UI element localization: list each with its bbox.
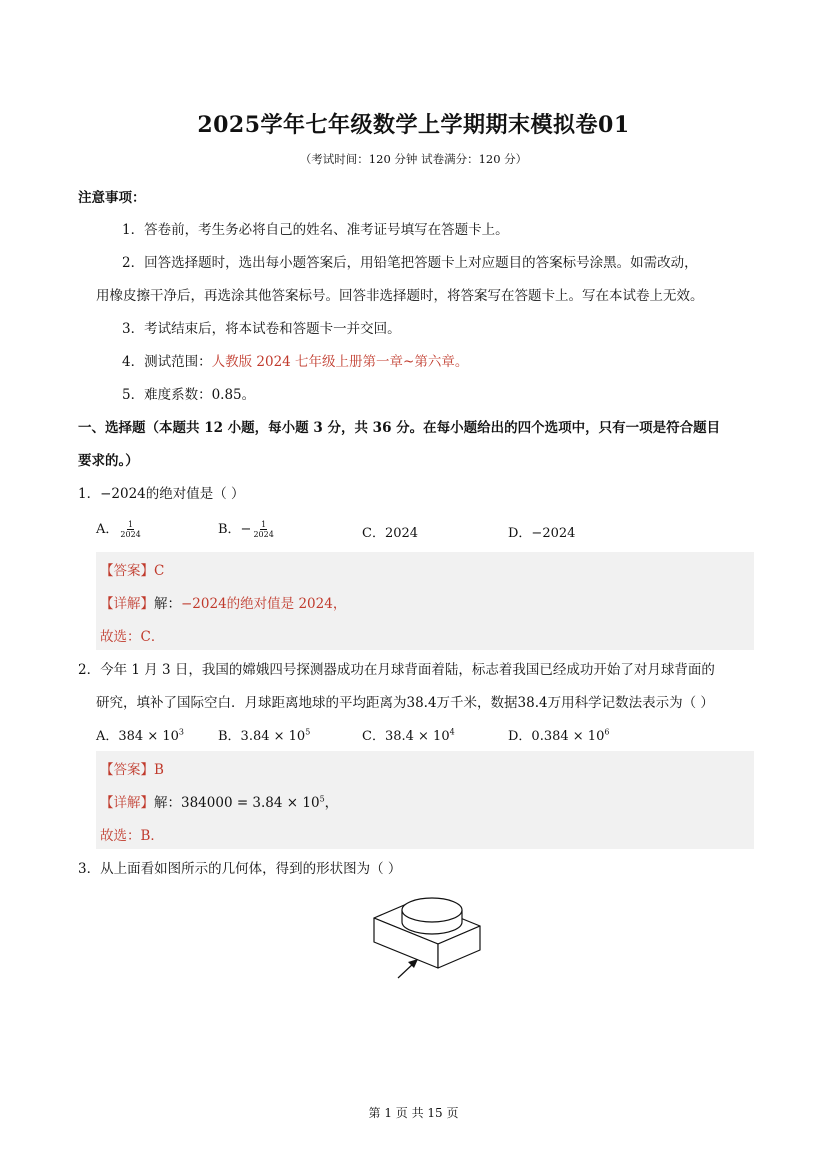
q2-detail-label: 【详解】 [100, 795, 154, 811]
question-1-stem: 1．−2024的绝对值是（ ） [78, 486, 245, 502]
q2-answer-value: B [154, 762, 164, 778]
q1-option-b-fraction [253, 520, 273, 539]
q2-conclusion: 故选：B． [100, 828, 164, 844]
notice-heading: 注意事项： [78, 190, 146, 206]
exam-info: （考试时间：120 分钟 试卷满分：120 分） [299, 152, 528, 166]
notice-item-3: 3．考试结束后，将本试卷和答题卡一并交回。 [122, 321, 401, 337]
q1-answer [100, 559, 164, 579]
q2-detail-exponent: 5 [319, 794, 325, 804]
q2-option-a-exponent: 3 [178, 727, 184, 737]
notice-item-5: 5．难度系数：0.85。 [122, 387, 256, 403]
q1-answer-label: 【答案】 [100, 563, 154, 579]
q2-option-d-base: D．0.384 × 10 [508, 729, 605, 744]
test-range: 人教版 2024 七年级上册第一章~第六章。 [211, 354, 469, 370]
q1-option-a-numerator: 1 [128, 520, 134, 529]
q2-option-c-base: C．38.4 × 10 [362, 729, 450, 744]
q1-option-d: D．−2024 [508, 526, 576, 541]
question-3-stem: 3．从上面看如图所示的几何体，得到的形状图为（ ） [78, 861, 402, 877]
q2-detail-text: 解：384000 = 3.84 × 10 [154, 795, 320, 811]
q2-detail [100, 791, 338, 811]
page-title: 2025学年七年级数学上学期期末模拟卷01 [197, 112, 630, 138]
q2-answer-label: 【答案】 [100, 762, 154, 778]
q1-option-c: C．2024 [362, 526, 419, 541]
q2-detail-end: ， [324, 795, 339, 811]
question-2-stem-a: 2．今年 1 月 3 日，我国的嫦娥四号探测器成功在月球背面着陆，标志着我国已经成功开始了对月球背面的 [78, 662, 715, 678]
q1-option-b-label: B．− [218, 522, 252, 537]
q2-option-d [508, 725, 609, 744]
q1-option-a-fraction [120, 520, 140, 539]
q2-option-b [218, 725, 310, 744]
q1-detail-prefix: 解： [154, 596, 181, 612]
notice-item-2b: 用橡皮擦干净后，再选涂其他答案标号。回答非选择题时，将答案写在答题卡上。写在本试卷上无效。 [96, 288, 704, 304]
notice-item-4 [122, 350, 468, 370]
q2-option-a [96, 725, 184, 744]
q1-detail-text: −2024的绝对值是 2024， [181, 596, 347, 612]
q1-option-a [96, 518, 141, 539]
cylinder-top [402, 898, 462, 922]
question-2-stem-b: 研究，填补了国际空白．月球距离地球的平均距离为38.4万千米，数据38.4万用科学记数法表示为（ ） [96, 695, 714, 711]
q1-option-b [218, 518, 274, 539]
q1-conclusion: 故选：C． [100, 629, 165, 645]
section-heading-a: 一、选择题（本题共 12 小题，每小题 3 分，共 36 分。在每小题给出的四个选项中，只有一项是符合题目 [78, 420, 721, 436]
q2-option-b-base: B．3.84 × 10 [218, 729, 306, 744]
q1-detail [100, 592, 346, 612]
q2-answer [100, 758, 164, 778]
geometry-solid-figure [368, 890, 488, 985]
q1-answer-value: C [154, 563, 165, 579]
q1-option-b-numerator: 1 [261, 520, 267, 529]
notice-item-4-prefix: 4．测试范围： [122, 354, 212, 370]
q2-option-c-exponent: 4 [449, 727, 455, 737]
q2-option-b-exponent: 5 [305, 727, 311, 737]
notice-item-2a: 2．回答选择题时，选出每小题答案后，用铅笔把答题卡上对应题目的答案标号涂黑。如需改动， [122, 255, 698, 271]
q2-option-a-base: A．384 × 10 [96, 729, 179, 744]
q1-option-b-denominator: 2024 [253, 530, 274, 539]
section-heading-b: 要求的。） [78, 453, 139, 469]
q2-option-d-exponent: 6 [604, 727, 610, 737]
q1-detail-label: 【详解】 [100, 596, 154, 612]
notice-item-1: 1．答卷前，考生务必将自己的姓名、准考证号填写在答题卡上。 [122, 222, 509, 238]
q1-option-a-label: A． [96, 522, 119, 537]
q1-option-a-denominator: 2024 [120, 530, 141, 539]
page-number: 第 1 页 共 15 页 [368, 1106, 459, 1120]
q2-option-c [362, 725, 455, 744]
